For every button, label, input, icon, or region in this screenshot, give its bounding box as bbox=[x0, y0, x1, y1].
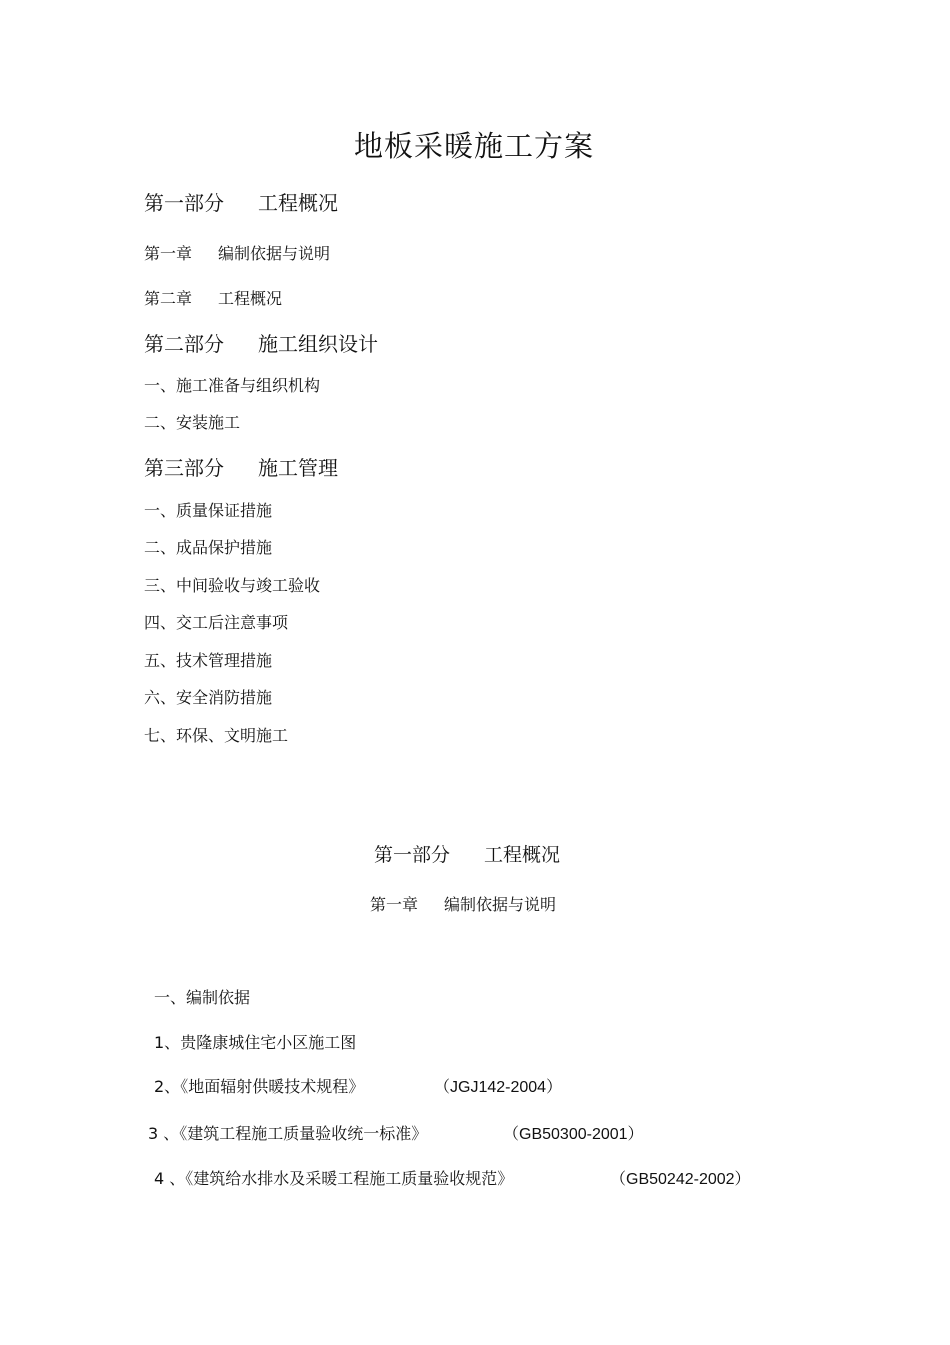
toc-part3-item: 二、成品保护措施 bbox=[144, 538, 273, 557]
body-part-heading bbox=[374, 840, 560, 867]
toc-part3-item: 七、环保、文明施工 bbox=[144, 726, 289, 745]
toc-part3-item: 一、质量保证措施 bbox=[144, 501, 273, 520]
reference-code: （GB50242-2002） bbox=[610, 1171, 751, 1188]
body-chapter-label: 第一章 bbox=[370, 895, 419, 914]
toc-part2-name: 施工组织设计 bbox=[258, 332, 378, 356]
toc-part2-item: 一、施工准备与组织机构 bbox=[144, 376, 321, 395]
toc-part3-item: 三、中间验收与竣工验收 bbox=[144, 576, 321, 595]
toc-part1 bbox=[144, 187, 338, 216]
toc-chapter-1 bbox=[144, 241, 330, 264]
document-title: 地板采暖施工方案 bbox=[354, 129, 595, 163]
body-chapter-heading bbox=[370, 892, 556, 915]
toc-part1-label: 第一部分 bbox=[144, 191, 224, 215]
toc-chapter-2-name: 工程概况 bbox=[218, 289, 283, 308]
toc-chapter-2 bbox=[144, 286, 282, 309]
reference-text: 贵隆康城住宅小区施工图 bbox=[180, 1033, 357, 1052]
body-part-name: 工程概况 bbox=[484, 844, 561, 866]
toc-part2 bbox=[144, 328, 378, 357]
reference-text: 《建筑给水排水及采暖工程施工质量验收规范》 bbox=[185, 1169, 514, 1188]
reference-code: （JGJ142-2004） bbox=[434, 1079, 563, 1096]
toc-part3 bbox=[144, 452, 338, 481]
reference-item bbox=[154, 1074, 364, 1097]
reference-number: 2、 bbox=[154, 1077, 181, 1096]
body-part-label: 第一部分 bbox=[374, 844, 451, 866]
reference-number: 1、 bbox=[154, 1033, 181, 1052]
toc-part3-label: 第三部分 bbox=[144, 456, 224, 480]
toc-part3-item: 四、交工后注意事项 bbox=[144, 613, 289, 632]
reference-text: 《地面辐射供暖技术规程》 bbox=[180, 1077, 365, 1096]
toc-part1-name: 工程概况 bbox=[258, 191, 338, 215]
reference-number: 4 、 bbox=[154, 1169, 186, 1188]
reference-code: （GB50300-2001） bbox=[503, 1126, 644, 1143]
toc-part2-item: 二、安装施工 bbox=[144, 413, 241, 432]
section-title: 一、编制依据 bbox=[154, 988, 251, 1007]
body-chapter-name: 编制依据与说明 bbox=[444, 895, 557, 914]
toc-chapter-2-label: 第二章 bbox=[144, 289, 193, 308]
toc-part3-name: 施工管理 bbox=[258, 456, 338, 480]
toc-part3-item: 六、安全消防措施 bbox=[144, 688, 273, 707]
toc-part2-label: 第二部分 bbox=[144, 332, 224, 356]
toc-chapter-1-name: 编制依据与说明 bbox=[218, 244, 331, 263]
toc-chapter-1-label: 第一章 bbox=[144, 244, 193, 263]
reference-text: 《建筑工程施工质量验收统一标准》 bbox=[179, 1124, 428, 1143]
reference-number: 3 、 bbox=[148, 1124, 180, 1143]
reference-item bbox=[154, 1166, 513, 1189]
toc-part3-item: 五、技术管理措施 bbox=[144, 651, 273, 670]
reference-item bbox=[148, 1121, 427, 1144]
reference-item bbox=[154, 1030, 356, 1053]
